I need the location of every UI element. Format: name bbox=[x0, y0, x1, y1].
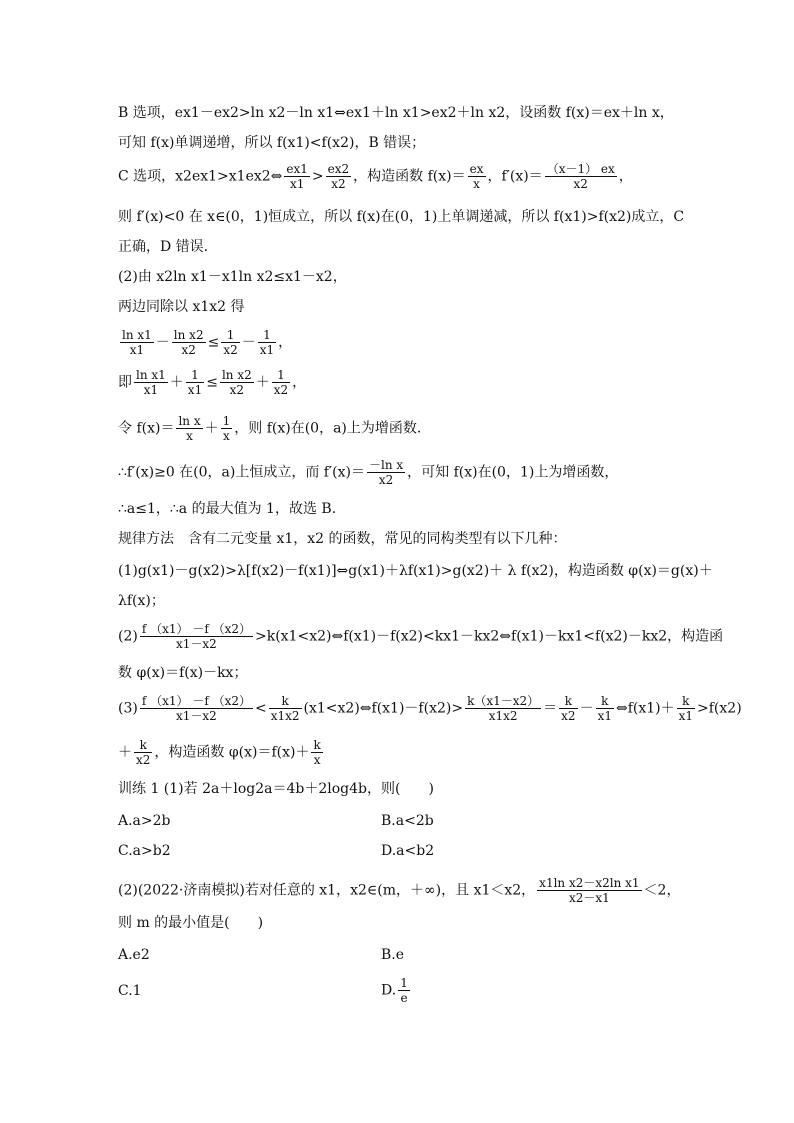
symbol: ＋ bbox=[169, 374, 184, 391]
fraction-numerator: 1 bbox=[400, 976, 408, 990]
fraction-numerator: 1 bbox=[222, 414, 231, 428]
text-segment: ，构造函数 φ(x)＝f(x)＋ bbox=[154, 744, 310, 761]
option-b-1: B.a<2b bbox=[381, 813, 434, 829]
fraction-numerator: ln x2 bbox=[221, 368, 252, 382]
symbol: ＋ bbox=[255, 374, 270, 391]
fraction bbox=[596, 694, 614, 723]
fraction-numerator: x1ln x2－x2ln x1 bbox=[539, 876, 640, 890]
fraction-numerator: 1 bbox=[258, 328, 276, 343]
fraction bbox=[221, 328, 239, 357]
fraction-denominator: x1－x2 bbox=[176, 709, 217, 723]
fraction bbox=[367, 458, 405, 487]
fraction-denominator: x1x2 bbox=[488, 709, 518, 723]
fraction-denominator: x bbox=[223, 429, 230, 443]
text-line-train2b: 则 m 的最小值是( ) bbox=[118, 915, 264, 931]
text-line-therefore1 bbox=[118, 458, 618, 487]
text-line-c-conclusion2: 正确，D 错误. bbox=[118, 239, 209, 255]
fraction bbox=[326, 162, 352, 191]
text-segment: 即 bbox=[118, 374, 132, 391]
symbol: － bbox=[579, 700, 594, 717]
text-segment: ， bbox=[618, 168, 633, 185]
text-line-rule1: (1)g(x1)－g(x2)>λ[f(x2)－f(x1)]⇔g(x1)＋λf(x1)>g(x2)＋ λ f(x2)，构造函数 φ(x)＝g(x)＋ bbox=[118, 563, 713, 579]
text-line-rule: 规律方法 含有二元变量 x1，x2 的函数，常见的同构类型有以下几种： bbox=[118, 531, 567, 547]
fraction-numerator: ln x bbox=[178, 414, 201, 428]
text-segment: ，可知 f(x)在(0，1)上为增函数， bbox=[407, 464, 619, 481]
text-segment: ，构造函数 f(x)＝ bbox=[353, 168, 466, 185]
fraction bbox=[120, 328, 154, 357]
fraction-denominator: x2 bbox=[136, 753, 151, 767]
fraction bbox=[468, 162, 486, 191]
fraction-denominator: x1 bbox=[259, 343, 275, 357]
fraction-denominator: x bbox=[473, 177, 480, 191]
fraction bbox=[172, 328, 206, 357]
fraction bbox=[134, 368, 168, 397]
text-line-b-conclusion: 可知 f(x)单调递增，所以 f(x1)<f(x2)，B 错误； bbox=[118, 135, 426, 151]
fraction-numerator: k bbox=[596, 694, 614, 709]
fraction bbox=[559, 694, 577, 723]
fraction-numerator: k bbox=[134, 738, 152, 753]
fraction-denominator: x2 bbox=[561, 709, 576, 723]
symbol: ≤ bbox=[207, 334, 220, 351]
fraction bbox=[537, 876, 641, 905]
fraction-denominator: x2－x1 bbox=[568, 891, 610, 905]
fraction-denominator: x bbox=[186, 429, 193, 443]
fraction-numerator: （x－1） ex bbox=[546, 162, 615, 176]
fraction-numerator: f （x1） －f （x2） bbox=[141, 694, 251, 708]
text-line-rule1b: λf(x)； bbox=[118, 593, 165, 609]
text-segment: >k(x1<x2)⇔f(x1)－f(x2)<kx1－kx2⇔f(x1)－kx1<f(x2)－kx2，构造函 bbox=[254, 628, 724, 645]
fraction bbox=[398, 976, 410, 1005]
fraction-denominator: x1 bbox=[129, 343, 145, 357]
fraction bbox=[134, 738, 152, 767]
fraction bbox=[221, 414, 233, 443]
text-line-rule3b bbox=[118, 738, 325, 767]
fraction bbox=[140, 622, 253, 651]
text-segment: (3) bbox=[118, 700, 138, 717]
text-segment: ，则 f(x)在(0，a)上为增函数. bbox=[234, 420, 422, 437]
text-line-ineq1 bbox=[118, 328, 292, 357]
symbol: > bbox=[311, 168, 324, 185]
fraction-denominator: x2 bbox=[573, 177, 588, 191]
fraction-denominator: x1 bbox=[678, 709, 694, 723]
fraction-numerator: k bbox=[677, 694, 695, 709]
option-c-2: C.1 bbox=[118, 983, 142, 999]
fraction-denominator: x2 bbox=[229, 383, 245, 397]
fraction-numerator: ex bbox=[469, 162, 484, 176]
text-segment: (2)(2022·济南模拟)若对任意的 x1，x2∈(m，＋∞)，且 x1＜x2， bbox=[118, 882, 536, 899]
text-segment: >f(x2) bbox=[697, 700, 742, 717]
fraction-numerator: ln x2 bbox=[173, 328, 204, 342]
fraction-numerator: k bbox=[313, 738, 321, 752]
text-segment: C 选项，x2ex1>x1ex2⇔ bbox=[118, 168, 283, 185]
fraction-numerator: ln x1 bbox=[136, 368, 166, 382]
text-line-therefore2: ∴a≤1，∴a 的最大值为 1，故选 B. bbox=[118, 501, 337, 517]
text-segment: (x1<x2)⇔f(x1)－f(x2)> bbox=[303, 700, 464, 717]
symbol: － bbox=[241, 334, 256, 351]
text-line-rule2b: 数 φ(x)＝f(x)－kx； bbox=[118, 665, 248, 681]
text-segment: ⇔f(x1)＋ bbox=[615, 700, 675, 717]
fraction-denominator: x1x2 bbox=[270, 709, 300, 723]
fraction-denominator: x2 bbox=[181, 343, 196, 357]
option-a-2: A.e2 bbox=[118, 947, 150, 963]
fraction bbox=[272, 368, 290, 397]
symbol: － bbox=[155, 334, 170, 351]
option-a-1: A.a>2b bbox=[118, 813, 171, 829]
text-segment: ，f′(x)＝ bbox=[487, 168, 543, 185]
fraction bbox=[269, 694, 302, 723]
symbol: ＋ bbox=[118, 744, 132, 761]
text-line-rule3 bbox=[118, 694, 742, 723]
text-segment: ， bbox=[292, 374, 307, 391]
text-segment: 令 f(x)＝ bbox=[118, 420, 175, 437]
fraction bbox=[258, 328, 276, 357]
text-line-part2: (2)由 x2ln x1－x1ln x2≤x1－x2， bbox=[118, 269, 347, 285]
fraction bbox=[176, 414, 202, 443]
text-line-b-option: B 选项，ex1－ex2>ln x2－ln x1⇔ex1＋ln x1>ex2＋ln x2，设函数 f(x)＝ex＋ln x， bbox=[118, 105, 674, 121]
fraction-denominator: x2 bbox=[331, 177, 346, 191]
fraction bbox=[186, 368, 204, 397]
fraction bbox=[220, 368, 254, 397]
option-b-2: B.e bbox=[381, 947, 405, 963]
text-segment: ∴f′(x)≥0 在(0，a)上恒成立，而 f′(x)＝ bbox=[118, 464, 365, 481]
fraction-denominator: x1－x2 bbox=[176, 637, 217, 651]
text-line-let bbox=[118, 414, 421, 443]
fraction-numerator: k bbox=[269, 694, 302, 709]
fraction-denominator: x2 bbox=[273, 383, 289, 397]
fraction-numerator: 1 bbox=[186, 368, 204, 383]
fraction bbox=[284, 162, 310, 191]
symbol: < bbox=[254, 700, 267, 717]
symbol: ＋ bbox=[204, 420, 219, 437]
fraction bbox=[465, 694, 541, 723]
text-line-c-option bbox=[118, 162, 633, 191]
fraction-numerator: ex2 bbox=[327, 162, 350, 176]
fraction-numerator: f （x1） －f （x2） bbox=[141, 622, 251, 636]
fraction-numerator: －ln x bbox=[368, 458, 404, 472]
text-line-train-title: 训练 1 (1)若 2a＋log2a＝4b＋2log4b，则( ) bbox=[118, 781, 434, 797]
text-line-divide: 两边同除以 x1x2 得 bbox=[118, 299, 245, 315]
fraction-numerator: 1 bbox=[221, 328, 239, 343]
fraction-numerator: ln x1 bbox=[122, 328, 152, 342]
fraction-denominator: x1 bbox=[289, 177, 305, 191]
text-segment: ＜2， bbox=[643, 882, 681, 899]
fraction-numerator: k bbox=[559, 694, 577, 709]
fraction-denominator: x1 bbox=[143, 383, 159, 397]
fraction-denominator: x bbox=[313, 753, 321, 767]
option-c-1: C.a>b2 bbox=[118, 843, 171, 859]
text-line-rule2 bbox=[118, 622, 723, 651]
text-line-ineq2 bbox=[118, 368, 306, 397]
text-segment: (2) bbox=[118, 628, 138, 645]
fraction bbox=[677, 694, 695, 723]
text-segment: D. bbox=[381, 982, 397, 999]
fraction bbox=[140, 694, 253, 723]
fraction bbox=[311, 738, 322, 767]
fraction-denominator: e bbox=[400, 991, 408, 1005]
fraction-denominator: x1 bbox=[597, 709, 612, 723]
fraction bbox=[545, 162, 617, 191]
fraction-denominator: x1 bbox=[187, 383, 203, 397]
fraction-numerator: 1 bbox=[272, 368, 290, 383]
option-d-1: D.a<b2 bbox=[381, 843, 435, 859]
option-d-2 bbox=[381, 976, 412, 1005]
fraction-numerator: k（x1－x2） bbox=[467, 694, 540, 708]
symbol: ＝ bbox=[543, 700, 558, 717]
text-segment: ， bbox=[278, 334, 293, 351]
symbol: ≤ bbox=[206, 374, 218, 391]
text-line-c-conclusion: 则 f′(x)<0 在 x∈(0，1)恒成立，所以 f(x)在(0，1)上单调递减，所以 f(x1)>f(x2)成立，C bbox=[118, 209, 685, 225]
fraction-numerator: ex1 bbox=[286, 162, 308, 176]
text-line-train2 bbox=[118, 876, 680, 905]
fraction-denominator: x2 bbox=[223, 343, 238, 357]
fraction-denominator: x2 bbox=[378, 473, 394, 487]
